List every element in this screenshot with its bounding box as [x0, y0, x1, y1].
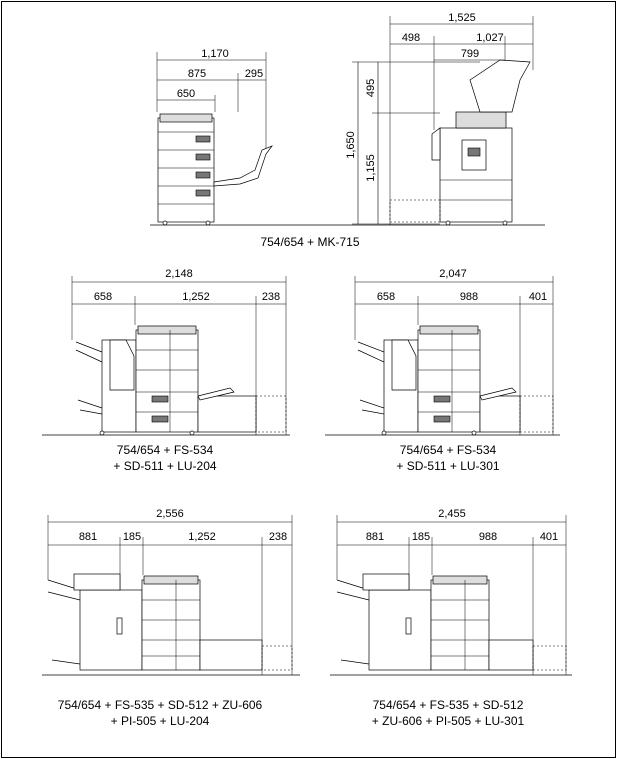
caption-line2: + PI-505 + LU-204 — [110, 714, 210, 728]
dim-total-width: 1,170 — [201, 48, 229, 60]
dim-total-width: 2,455 — [438, 508, 466, 520]
large-capacity-cassette — [198, 396, 256, 432]
caption-line1: 754/654 + FS-534 — [116, 443, 214, 457]
copier-body — [431, 580, 489, 670]
diagram-fs534-lu301 — [355, 268, 553, 435]
dim-finisher-width: 881 — [78, 531, 98, 543]
dim-relay-width: 185 — [411, 531, 431, 543]
finisher — [369, 590, 431, 670]
dim-tray-width: 295 — [244, 68, 264, 80]
dim-body-width: 1,252 — [188, 531, 216, 543]
large-capacity-unit — [489, 640, 533, 670]
caption-line1: 754/654 + FS-535 + SD-512 + ZU-606 — [57, 698, 263, 712]
dim-side-front: 498 — [401, 32, 421, 44]
dim-body-width: 988 — [459, 291, 479, 303]
caption-line2: + ZU-606 + PI-505 + LU-301 — [371, 714, 525, 728]
dim-body-width: 1,252 — [182, 291, 210, 303]
caption-line1: 754/654 + FS-535 + SD-512 — [372, 698, 524, 712]
dim-side-back: 1,027 — [476, 32, 504, 44]
copier-body — [142, 580, 200, 670]
diagram-fs534-lu204 — [72, 268, 286, 435]
dim-lcc-width: 238 — [261, 291, 281, 303]
caption-line1: 754/654 + FS-534 — [399, 443, 497, 457]
caption-line2: + SD-511 + LU-301 — [396, 459, 500, 473]
large-capacity-cassette — [200, 640, 262, 670]
dim-side-lid-height: 495 — [365, 78, 377, 98]
raised-document-feeder — [470, 60, 530, 112]
diagram-mk715-side — [345, 12, 533, 225]
manual-feed-tray — [214, 146, 272, 186]
dim-body-width: 988 — [478, 531, 498, 543]
dim-total-width: 2,047 — [439, 268, 467, 280]
diagram-fs535-lu204 — [48, 508, 292, 675]
dim-finisher-width: 658 — [93, 291, 113, 303]
dim-total-width: 2,148 — [165, 268, 193, 280]
caption-line2: + SD-511 + LU-204 — [113, 459, 217, 473]
dim-side-total-height: 1,650 — [345, 131, 357, 159]
large-capacity-unit — [480, 396, 520, 432]
finisher — [80, 590, 142, 670]
diagram-fs535-lu301 — [337, 508, 566, 675]
diagram-mk715-front — [157, 48, 272, 225]
caption-mk715: 754/654 + MK-715 — [260, 235, 360, 249]
dim-total-width: 2,556 — [156, 508, 184, 520]
dim-side-total: 1,525 — [448, 12, 476, 24]
dim-main-width: 875 — [187, 68, 207, 80]
copier-body — [158, 118, 214, 222]
dim-finisher-width: 881 — [365, 531, 385, 543]
dim-lcc-width: 401 — [528, 291, 548, 303]
dim-side-body: 799 — [460, 48, 480, 60]
dim-relay-width: 185 — [122, 531, 142, 543]
dim-body-width: 650 — [176, 88, 196, 100]
dim-finisher-width: 658 — [376, 291, 396, 303]
dim-lcc-width: 401 — [539, 531, 559, 543]
dim-side-body-height: 1,155 — [365, 154, 377, 182]
dim-lcc-width: 238 — [268, 531, 288, 543]
